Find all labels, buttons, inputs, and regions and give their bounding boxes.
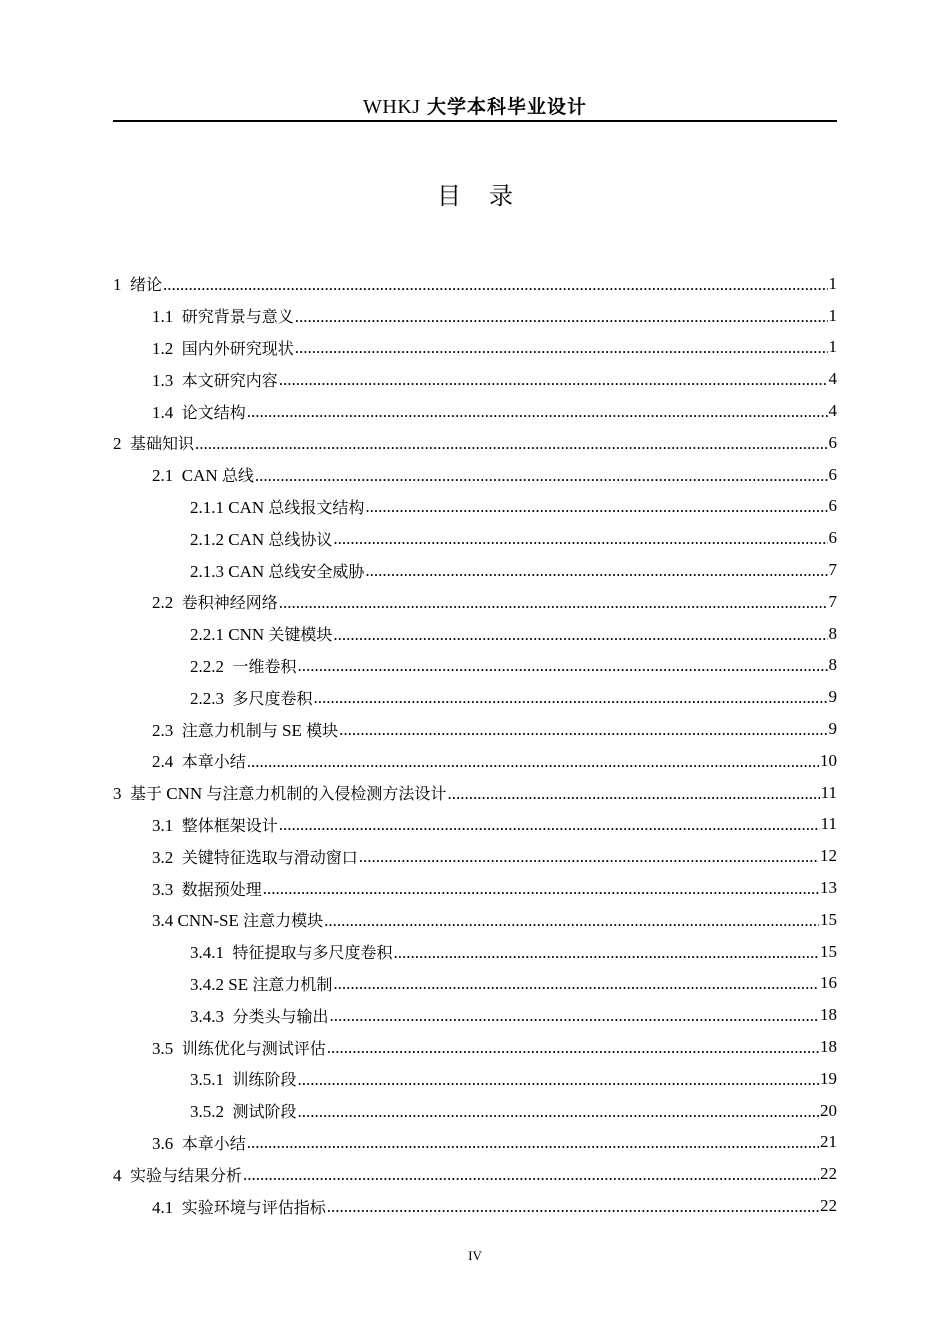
toc-page-number: 20: [820, 1100, 837, 1120]
toc-entry-title: 3.4.2 SE 注意力机制: [190, 974, 333, 994]
toc-entry[interactable]: [113, 332, 837, 364]
toc-page-number: 1: [828, 337, 837, 357]
toc-page-number: 16: [820, 973, 837, 993]
toc-entry[interactable]: [113, 554, 837, 586]
toc-leader-dots: [163, 275, 827, 295]
toc-entry-title: 3.3 数据预处理: [152, 879, 262, 899]
toc-entry-title: 3.5.2 测试阶段: [190, 1102, 297, 1122]
toc-entry[interactable]: [113, 1127, 837, 1159]
toc-entry[interactable]: [113, 586, 837, 618]
toc-page-number: 6: [828, 464, 837, 484]
toc-page-number: 1: [828, 305, 837, 325]
toc-entry-title: 3 基于 CNN 与注意力机制的入侵检测方法设计: [113, 784, 447, 804]
toc-entry-title: 4 实验与结果分析: [113, 1165, 243, 1185]
toc-page-number: 6: [828, 528, 837, 548]
toc-leader-dots: [333, 625, 827, 645]
toc-entry[interactable]: [113, 1031, 837, 1063]
table-of-contents: [113, 268, 837, 1222]
toc-entry-title: 1.2 国内外研究现状: [152, 338, 294, 358]
toc-leader-dots: [195, 434, 827, 454]
toc-entry[interactable]: [113, 999, 837, 1031]
toc-leader-dots: [279, 593, 828, 613]
toc-entry-title: 2 基础知识: [113, 434, 195, 454]
toc-entry[interactable]: [113, 968, 837, 1000]
toc-entry[interactable]: [113, 363, 837, 395]
toc-page-number: 10: [820, 750, 837, 770]
toc-leader-dots: [295, 307, 828, 327]
toc-leader-dots: [298, 656, 828, 676]
toc-entry[interactable]: [113, 1158, 837, 1190]
toc-leader-dots: [247, 752, 819, 772]
toc-page-number: 7: [828, 560, 837, 580]
toc-entry[interactable]: [113, 713, 837, 745]
page-number: IV: [468, 1248, 482, 1263]
toc-entry-title: 1.3 本文研究内容: [152, 370, 278, 390]
toc-leader-dots: [255, 466, 828, 486]
toc-page-number: 15: [820, 941, 837, 961]
toc-page-number: 21: [820, 1132, 837, 1152]
header-school: 大学本科毕业设计: [426, 96, 587, 118]
toc-entry-title: 2.1.3 CAN 总线安全威胁: [190, 561, 365, 581]
toc-leader-dots: [359, 847, 819, 867]
toc-entry[interactable]: [113, 491, 837, 523]
toc-leader-dots: [447, 784, 819, 804]
toc-page-number: 1: [828, 273, 837, 293]
toc-entry-title: 3.2 关键特征选取与滑动窗口: [152, 847, 358, 867]
toc-leader-dots: [324, 911, 819, 931]
toc-page-number: 18: [820, 1037, 837, 1057]
toc-page-number: 9: [828, 687, 837, 707]
toc-entry-title: 3.5 训练优化与测试评估: [152, 1038, 326, 1058]
toc-entry[interactable]: [113, 522, 837, 554]
toc-page-number: 4: [828, 401, 837, 421]
toc-leader-dots: [327, 1038, 819, 1058]
toc-page-number: 4: [828, 369, 837, 389]
toc-page-number: 9: [828, 719, 837, 739]
toc-entry[interactable]: [113, 300, 837, 332]
toc-entry[interactable]: [113, 872, 837, 904]
toc-page-number: 6: [828, 432, 837, 452]
toc-page-number: 22: [820, 1164, 837, 1184]
toc-entry[interactable]: [113, 618, 837, 650]
toc-entry[interactable]: [113, 840, 837, 872]
toc-entry-title: 2.1 CAN 总线: [152, 466, 254, 486]
toc-page-number: 15: [820, 909, 837, 929]
toc-leader-dots: [365, 497, 827, 517]
toc-leader-dots: [279, 370, 828, 390]
toc-entry[interactable]: [113, 904, 837, 936]
toc-entry-title: 2.2.3 多尺度卷积: [190, 688, 313, 708]
page-title: 目录: [437, 182, 541, 210]
toc-page-number: 7: [828, 591, 837, 611]
toc-entry[interactable]: [113, 459, 837, 491]
toc-entry-title: 2.2.1 CNN 关键模块: [190, 625, 333, 645]
toc-entry-title: 3.4 CNN-SE 注意力模块: [152, 911, 324, 931]
toc-leader-dots: [243, 1165, 819, 1185]
toc-entry[interactable]: [113, 650, 837, 682]
toc-page-number: 12: [820, 846, 837, 866]
toc-leader-dots: [247, 1133, 819, 1153]
toc-entry-title: 2.1.1 CAN 总线报文结构: [190, 497, 365, 517]
toc-entry[interactable]: [113, 395, 837, 427]
toc-entry[interactable]: [113, 809, 837, 841]
toc-leader-dots: [333, 529, 827, 549]
toc-leader-dots: [330, 1006, 819, 1026]
toc-leader-dots: [298, 1102, 819, 1122]
toc-entry[interactable]: [113, 777, 837, 809]
toc-entry-title: 1.1 研究背景与意义: [152, 307, 294, 327]
toc-leader-dots: [365, 561, 827, 581]
toc-entry[interactable]: [113, 1095, 837, 1127]
header-abbr: WHKJ: [363, 96, 421, 118]
toc-leader-dots: [298, 1070, 819, 1090]
toc-leader-dots: [314, 688, 828, 708]
toc-page-number: 6: [828, 496, 837, 516]
toc-entry-title: 3.4.1 特征提取与多尺度卷积: [190, 943, 393, 963]
toc-page-number: 11: [820, 782, 837, 802]
toc-entry-title: 1.4 论文结构: [152, 402, 246, 422]
toc-entry[interactable]: [113, 1063, 837, 1095]
toc-entry[interactable]: [113, 268, 837, 300]
toc-leader-dots: [333, 974, 819, 994]
toc-entry-title: 3.4.3 分类头与输出: [190, 1006, 329, 1026]
toc-entry-title: 3.1 整体框架设计: [152, 815, 278, 835]
toc-page-number: 19: [820, 1068, 837, 1088]
toc-leader-dots: [295, 338, 828, 358]
toc-page-number: 8: [828, 623, 837, 643]
toc-page-number: 22: [820, 1196, 837, 1215]
toc-page-number: 13: [820, 878, 837, 898]
toc-entry-title: 3.5.1 训练阶段: [190, 1070, 297, 1090]
toc-entry-title: 2.2.2 一维卷积: [190, 656, 297, 676]
toc-leader-dots: [327, 1197, 819, 1217]
toc-page-number: 8: [828, 655, 837, 675]
toc-leader-dots: [394, 943, 819, 963]
toc-entry-title: 4.1 实验环境与评估指标: [152, 1197, 326, 1217]
toc-page-number: 18: [820, 1005, 837, 1025]
toc-entry[interactable]: [113, 936, 837, 968]
toc-entry-title: 3.6 本章小结: [152, 1133, 246, 1153]
toc-entry[interactable]: [113, 1190, 837, 1222]
toc-entry-title: 2.3 注意力机制与 SE 模块: [152, 720, 339, 740]
toc-entry-title: 1 绪论: [113, 275, 163, 295]
toc-entry-title: 2.2 卷积神经网络: [152, 593, 278, 613]
toc-leader-dots: [279, 815, 820, 835]
toc-entry[interactable]: [113, 745, 837, 777]
toc-page-number: 11: [820, 814, 837, 834]
toc-entry-title: 2.4 本章小结: [152, 752, 246, 772]
toc-entry-title: 2.1.2 CAN 总线协议: [190, 529, 333, 549]
toc-leader-dots: [263, 879, 819, 899]
page-header: [113, 92, 837, 122]
toc-leader-dots: [247, 402, 828, 422]
toc-leader-dots: [339, 720, 827, 740]
toc-entry[interactable]: [113, 427, 837, 459]
toc-entry[interactable]: [113, 681, 837, 713]
